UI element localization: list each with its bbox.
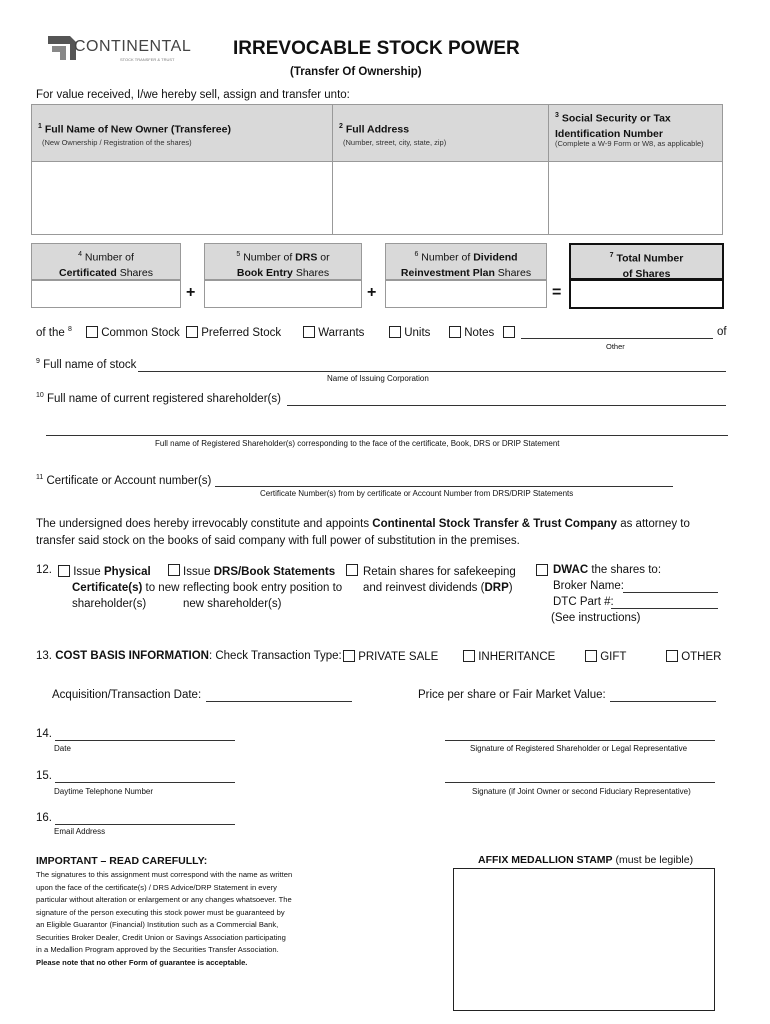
plus-sign: +: [186, 284, 196, 301]
full-address-header: $^2$ Full Address (Number, street, city, state, zip): [332, 104, 549, 162]
stock-type-row: of the $^8$: [36, 326, 72, 339]
new-owner-header: $^1$ Full Name of New Owner (Transferee) (New Ownership / Registration of the shares): [31, 104, 333, 162]
email-caption: Email Address: [54, 827, 106, 836]
stock-name-label: $^9$ Full name of stock: [36, 358, 137, 371]
logo-mark-icon: [48, 36, 76, 60]
telephone-caption: Daytime Telephone Number: [54, 787, 154, 796]
item-15-number: 15.: [36, 770, 52, 782]
price-per-share-input[interactable]: [610, 701, 716, 702]
total-shares-input[interactable]: [569, 279, 724, 309]
signature-caption: Signature of Registered Shareholder or Legal Representative: [470, 744, 688, 753]
dwac-option: DWAC the shares to:: [553, 564, 662, 576]
certificated-shares-header: $^4$ Number of Certificated Shares: [31, 243, 181, 280]
drs-statements-option: Issue DRS/Book Statements reflecting book entry position to new shareholder(s): [183, 566, 343, 610]
common-stock-checkbox[interactable]: [86, 326, 98, 338]
page-title: IRREVOCABLE STOCK POWER: [233, 38, 520, 59]
other-transaction-checkbox[interactable]: [666, 650, 678, 662]
item-14-number: 14.: [36, 728, 52, 740]
drs-shares-input[interactable]: [204, 280, 362, 308]
broker-name-label: Broker Name:: [553, 580, 624, 592]
dtc-part-input[interactable]: [611, 608, 718, 609]
shareholder-label: $^{10}$ Full name of current registered shareholder(s): [36, 392, 281, 405]
other-caption: Other: [606, 342, 625, 351]
joint-signature-caption: Signature (if Joint Owner or second Fiduciary Representative): [472, 787, 691, 796]
inheritance-checkbox[interactable]: [463, 650, 475, 662]
drs-shares-header: $^5$ Number of DRS or Book Entry Shares: [204, 243, 362, 280]
shareholder-input-2[interactable]: [46, 435, 728, 436]
certificate-caption: Certificate Number(s) from by certificate or Account Number from DRS/DRIP Statements: [260, 489, 574, 498]
private-sale-checkbox[interactable]: [343, 650, 355, 662]
dwac-checkbox[interactable]: [536, 564, 548, 576]
certificated-shares-input[interactable]: [31, 280, 181, 308]
physical-certificate-option: Issue: [58, 564, 101, 580]
logo: [48, 36, 192, 65]
item-16-number: 16.: [36, 812, 52, 824]
retain-shares-checkbox[interactable]: [346, 564, 358, 576]
certificate-input[interactable]: [215, 486, 673, 487]
dtc-part-label: DTC Part #:: [553, 596, 614, 608]
see-instructions: (See instructions): [551, 612, 641, 624]
cost-basis-label: 13. COST BASIS INFORMATION: Check Transaction Type:: [36, 650, 342, 662]
other-input[interactable]: [521, 338, 713, 339]
important-text: The signatures to this assignment must correspond with the name as written upon the face of the certificate(s) / DRS Advice/DRP Statement in every particular without alteration or enlargement or any changes whatsoever. The signature of the person executing this stock power must be guaranteed by an Eligible Guarantor (Financial) Institution such as a Commercial Bank, Securities Broker Dealer, Credit Union or Savings Association participating in a Medallion Program approved by the Securities Transfer Association. Please note that no other Form of guarantee is acceptable.: [36, 870, 293, 967]
logo-subtext: STOCK TRANSFER & TRUST: [120, 57, 175, 62]
stock-name-caption: Name of Issuing Corporation: [327, 374, 429, 383]
units-checkbox[interactable]: [389, 326, 401, 338]
equals-sign: =: [552, 284, 562, 301]
total-shares-header: $^7$ Total Number of Shares: [569, 243, 724, 280]
date-caption: Date: [54, 744, 71, 753]
warrants-checkbox[interactable]: [303, 326, 315, 338]
of-suffix: of: [717, 326, 727, 338]
stock-name-input[interactable]: [138, 371, 726, 372]
date-input[interactable]: [55, 740, 235, 741]
preferred-stock-checkbox[interactable]: [186, 326, 198, 338]
signature-input[interactable]: [445, 740, 715, 741]
shareholder-input[interactable]: [287, 405, 726, 406]
acquisition-date-input[interactable]: [206, 701, 352, 702]
physical-certificate-checkbox[interactable]: [58, 565, 70, 577]
dividend-shares-header: $^6$ Number of Dividend Reinvestment Plan Shares: [385, 243, 547, 280]
other-checkbox[interactable]: [503, 326, 515, 338]
notes-checkbox[interactable]: [449, 326, 461, 338]
drs-statements-checkbox[interactable]: [168, 564, 180, 576]
ssn-header: $^3$ Social Security or Tax Identification Number (Complete a W-9 Form or W8, as applicable): [548, 104, 723, 162]
certificate-label: $^{11}$ Certificate or Account number(s): [36, 474, 212, 487]
logo-text: CONTINENTAL: [74, 38, 192, 55]
medallion-stamp-box[interactable]: [453, 868, 715, 1011]
medallion-label: AFFIX MEDALLION STAMP (must be legible): [478, 854, 694, 866]
attorney-paragraph: The undersigned does hereby irrevocably constitute and appoints Continental Stock Transfer & Trust Company as attorney to transfer said stock on the books of said company with full power of substitution in the premises.: [36, 518, 690, 547]
shareholder-caption: Full name of Registered Shareholder(s) corresponding to the face of the certificate, Book, DRS or DRIP Statement: [155, 439, 560, 448]
retain-shares-option: Retain shares for safekeeping and reinvest dividends (DRP): [363, 566, 516, 594]
new-owner-input[interactable]: [31, 161, 333, 235]
email-input[interactable]: [55, 824, 235, 825]
acquisition-date-label: Acquisition/Transaction Date:: [52, 689, 202, 701]
joint-signature-input[interactable]: [445, 782, 715, 783]
plus-sign-2: +: [367, 284, 377, 301]
price-per-share-label: Price per share or Fair Market Value:: [418, 689, 606, 701]
gift-checkbox[interactable]: [585, 650, 597, 662]
important-heading: IMPORTANT – READ CAREFULLY:: [36, 855, 208, 867]
ssn-input[interactable]: [548, 161, 723, 235]
full-address-input[interactable]: [332, 161, 549, 235]
telephone-input[interactable]: [55, 782, 235, 783]
broker-name-input[interactable]: [623, 592, 718, 593]
page-subtitle: (Transfer Of Ownership): [290, 66, 422, 78]
intro-text: For value received, I/we hereby sell, assign and transfer unto:: [36, 89, 350, 101]
dividend-shares-input[interactable]: [385, 280, 547, 308]
item-12-number: 12.: [36, 564, 52, 576]
